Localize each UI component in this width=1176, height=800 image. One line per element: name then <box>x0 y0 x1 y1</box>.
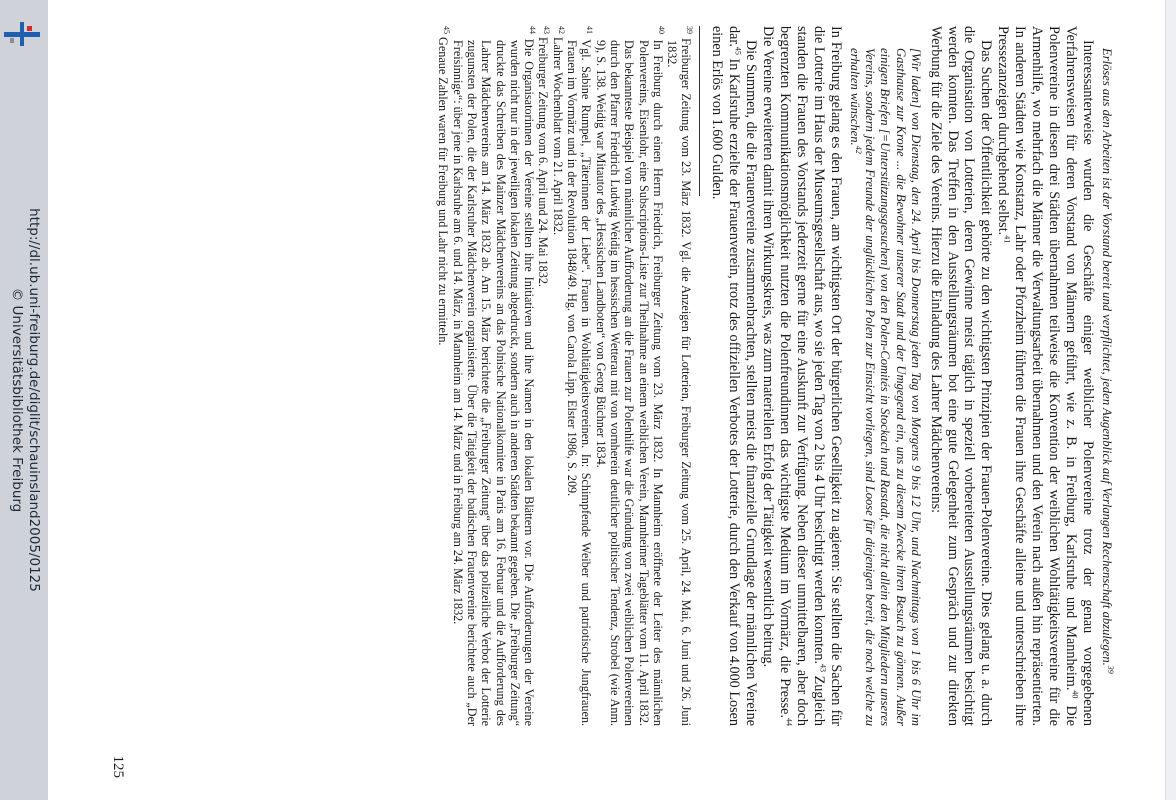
paragraph-2: Das Suchen der Öffentlichkeit gehörte zu den wichtigsten Prinzipien der Frauen-Polenvereine. Dies gelang u. a. durch die Organisation von Lotterien, deren Gewinne meist täglich in speziell vorbereiteten Ausstellungsräumen besichtigt werden konnten. Das Treffen in den Ausstellungsräumen bot eine gute Gelegenheit zum Gespräch und zur direkten Werbung für die Ziele des Vereins. Hierzu die Einladung des Lahrer Mädchenvereins: <box>927 26 995 726</box>
footnote-42: $^{42}$ Lahrer Wochenblatt vom 21. April 1832. <box>550 26 566 236</box>
footnote-45: $^{45}$ Genaue Zahlen waren für Freiburg und Lahr nicht zu ermitteln. <box>436 26 452 346</box>
source-url[interactable]: http://dl.ub.uni-freiburg.de/diglit/schauinsland2005/0125 <box>26 208 42 592</box>
viewer-right-edge <box>1165 0 1176 800</box>
main-text-continued <box>708 26 843 726</box>
scanned-page <box>72 0 1152 800</box>
block-quote-lahr: [Wir laden] von Dienstag, den 24. April bis Donnerstag jeden Tag von Morgens 9 bis 12 Uhr, und Nachmittags von 1 bis 6 Uhr im Gasthause zur Krone ... die Bewohner unserer Stadt und der Umgegend ein, uns zu diesem Zwecke ihren Besuch zu gönnen. Außer einigen Briefen [=Unterstützungsgesuchen] von den Polen-Comités in Stockach und Rastadt, die nicht allein den Mitgliedern unseres Vereins, sondern jedem Freunde der unglücklichen Polen zur Einsicht vorliegen, sind Loose für diejenigen bereit, die noch welche zu erhalten wünschen.$^{42}$ <box>847 48 923 726</box>
page-number: 125 <box>110 755 126 778</box>
footnote-41: $^{41}$ Vgl. Sabine Rumpel, „Täterinnen der Liebe“. Frauen in Wohltätigkeitsvereinen. In: Schimpfende Weiber und patriotische Jungfrauen. Frauen im Vormärz und in der Revolution 1848/49. Hg. von Carola Lipp. Elster 1986, S. 209. <box>565 26 595 726</box>
footnote-39: $^{39}$ Freiburger Zeitung vom 23. März 1832. Vgl. die Anzeigen für Lotterien, Freiburger Zeitung vom 25. April, 24. Mai, 6. Juni und 26. Juni 1832. <box>665 26 695 726</box>
page-content-rotated <box>72 0 1152 800</box>
footnotes <box>436 26 693 726</box>
viewer-sidebar <box>0 0 48 800</box>
footnote-40: $^{40}$ In Freiburg durch einen Herrn Friedrich, Freiburger Zeitung vom 23. März 1832. In Mannheim eröffnete der Leiter des männlichen Polenvereins, Eisenlohr, eine Subscriptions-Liste zur Theilnahme an einem weiblichen Verein, Mannheimer Tageblätter vom 11. April 1832. Das bekannteste Beispiel von männlicher Aufforderung an die Frauen zur Polenhilfe war die Gründung von zwei weiblichen Polenvereinen durch den Pfarrer Friedrich Ludwig Weidig im hessischen Wetterau mit von vornherein deutlicher politischer Tendenz, Strobel (wie Anm. 9), S. 138. Weidig war Mitautor des „Hessischen Landboten“ von Georg Büchner 1834. <box>593 26 666 726</box>
footnote-separator <box>699 26 700 196</box>
copyright-notice: © Universitätsbibliothek Freiburg <box>9 287 25 513</box>
block-quote-top: Erlöses aus den Arbeiten ist der Vorstand bereit und verpflichtet, jeden Augenblick auf Verlangen Rechenschaft abzulegen.$^{39}$ <box>1100 48 1116 674</box>
paragraph-3: In Freiburg gelang es den Frauen, am wichtigsten Ort der bürgerlichen Geselligkeit zu agieren: Sie stellten die Sachen für die Lotterie im Haus der Museumsgesellschaft aus, wo sie jeden Tag von 2 bis 4 Uhr besichtigt werden konnten.$^{43}$ Zugleich standen die Frauen des Vorstands jederzeit gerne für eine Auskunft zur Verfügung. Neben dieser unmittelbaren, aber doch begrenzten Kommunikationsmöglichkeit nutzten die Polenfreundinnen das wichtigste Medium im Vormärz, die Presse.$^{44}$ Die Vereine erweiterten damit ihren Wirkungskreis, was zum materiellen Erfolg der Tätigkeit wesentlich beitrug. <box>760 26 844 727</box>
footnote-43: $^{43}$ Freiburger Zeitung vom 6. April und 24. Mai 1832. <box>536 26 552 287</box>
main-text <box>927 26 1096 726</box>
paragraph-1: Interessanterweise wurden die Geschäfte einiger weiblicher Polenvereine trotz der genau vorgegebenen Verfahrensweisen für deren Vorstand von Männern geführt, wie z. B. in Freiburg, Karlsruhe und Mannheim.$^{40}$ Die Polenvereine in diesen drei Städten übernahmen teilweise die Konvention der weiblichen Wohltätigkeitsvereine für die Armenhilfe, wo mehrfach die Männer die Verwaltungsarbeit übernahmen und den Verein nach außen hin repräsentierten. In anderen Städten wie Konstanz, Lahr oder Pforzheim führten die Frauen ihre Geschäfte alleine und unterschrieben ihre Pressezanzeigen durchgehend selbst.$^{41}$ <box>995 26 1096 727</box>
page-body <box>436 26 1114 726</box>
footnote-44: $^{44}$ Die Organisatorinnen der Vereine stellten ihre Initiativen und ihre Namen in den lokalen Blättern vor. Die Aufforderungen der Vereine wurden nicht nur in der jeweiligen lokalen Zeitung abgedruckt, sondern auch in anderen Städten bekannt gegeben. Die „Freiburger Zeitung“ druckte das Schreiben des Mainzer Mädchenvereins an das Polnische Nationalkomitee in Paris am 16. Februar und die Aufforderung des Lahrer Mädchenvereins am 14. März 1832 ab. Am 15. März berichtete die „Freiburger Zeitung“ über das polizeiliche Verbot der Lotterie zugunsten der Polen, die der Karlsruher Mädchenverein organisierte. Über die Tätigkeit der badischen Frauenvereine berichtete auch „Der Freisinnige“: über jene in Karlsruhe am 6. und 14. März, in Mannheim am 14. März und in Freiburg am 24. März 1832. <box>450 26 538 726</box>
paragraph-4: Die Summen, die die Frauenvereine zusammenbrachten, stellten meist die finanzielle Grundlage der männlichen Vereine dar.$^{45}$ In Karlsruhe erzielte der Frauenverein, trotz des offiziellen Verbotes der Lotterie, durch den Verkauf von 4.000 Losen einen Erlös von 1.600 Gulden. <box>709 26 760 727</box>
